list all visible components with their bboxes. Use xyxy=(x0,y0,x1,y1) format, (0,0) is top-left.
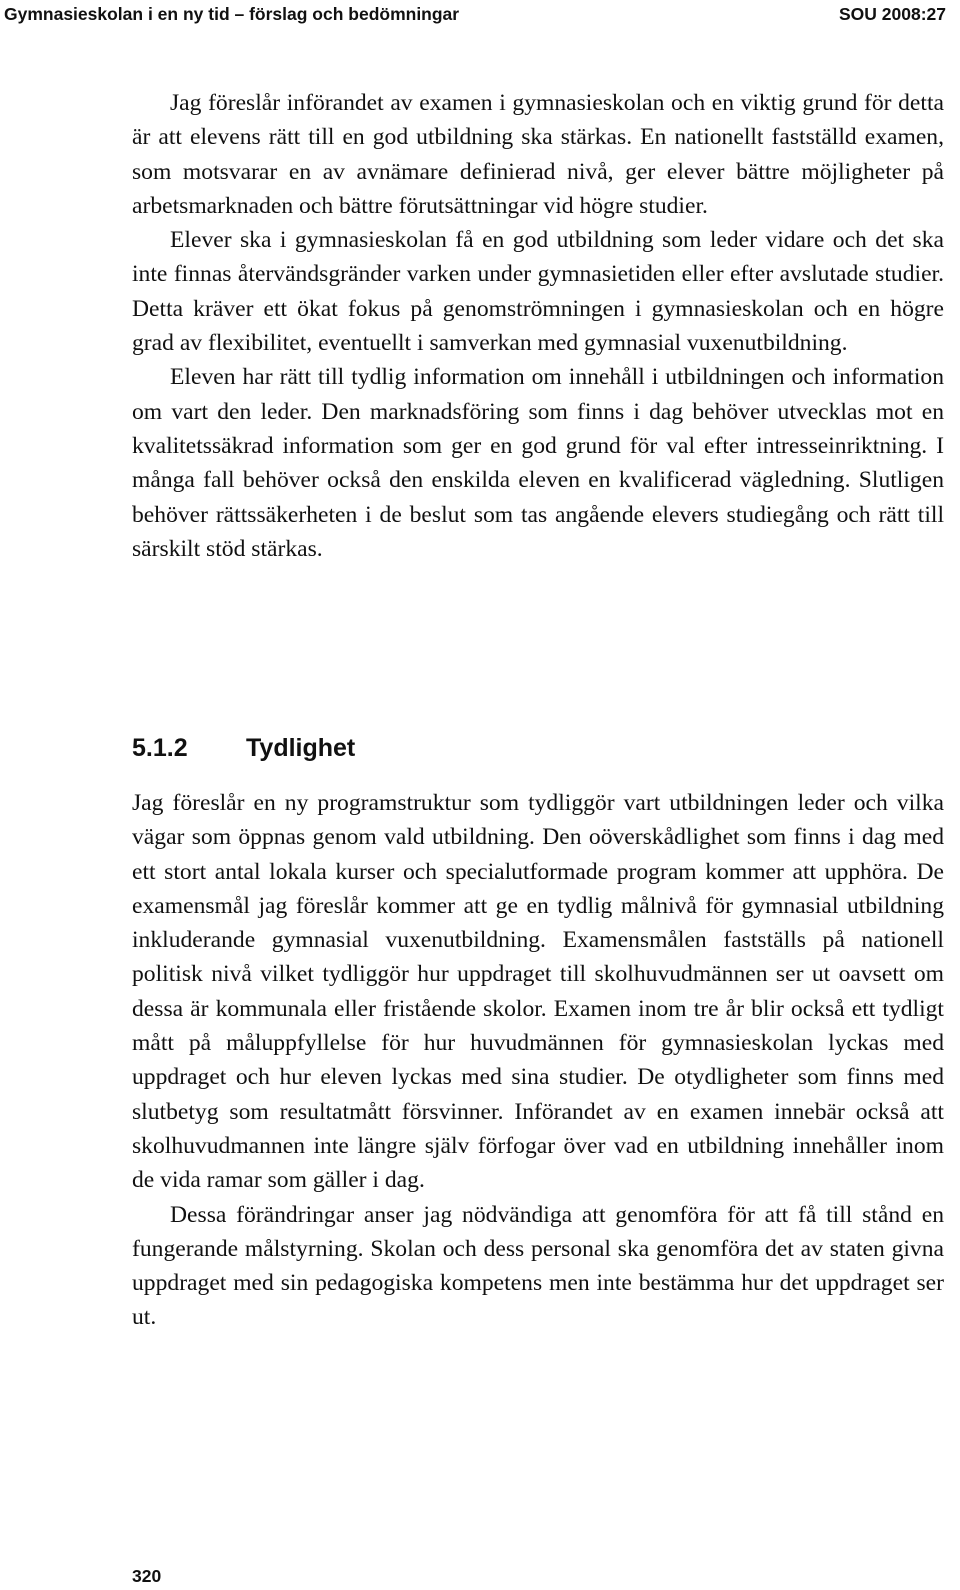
paragraph: Dessa förändringar anser jag nödvändiga att genomföra för att få till stånd en fungerande målstyrning. Skolan och dess personal ska genomföra det av staten givna uppdraget med sin pedagogiska kompetens men inte bestämma hur det uppdraget ser ut. xyxy=(132,1201,944,1331)
header-report-number: SOU 2008:27 xyxy=(838,4,946,24)
section-heading xyxy=(132,728,355,768)
paragraph: Jag föreslår en ny programstruktur som tydliggör vart utbildningen leder och vilka vägar som öppnas genom vald utbildning. Den oöverskådlighet som finns i dag med ett stort antal lokala kurser och specialutformade program kommer att upphöra. De examensmål jag föreslår kommer att ge en tydlig målnivå för gymnasial utbildning inkluderande gymnasial vuxenutbildning. Examensmålen fastställs på nationell politisk nivå vilket tydliggör hur uppdraget till skolhuvudmännen ser ut oavsett om dessa är kommunala eller fristående skolor. Examen inom tre år blir också ett tydligt mått på måluppfyllelse för hur huvudmännen för gymnasieskolan lyckas med uppdraget och hur eleven lyckas med sina studier. De otydligheter som finns med slutbetyg som resultatmått försvinner. Införandet av en examen innebär också att skolhuvudmannen inte längre själv förfogar över vad en utbildning innehåller inom de vida ramar som gäller i dag. xyxy=(132,790,944,1194)
header-title: Gymnasieskolan i en ny tid – förslag och bedömningar xyxy=(4,4,460,24)
paragraph: Eleven har rätt till tydlig information om innehåll i utbildningen och information om vart den leder. Den marknadsföring som finns i dag behöver utvecklas mot en kvalitetssäkrad information som ger en god grund för val efter intresseinriktning. I många fall behöver också den enskilda eleven en kvalificerad vägledning. Slutligen behöver rättssäkerheten i de beslut som tas angående elevers studiegång och rätt till särskilt stöd stärkas. xyxy=(132,364,944,562)
body-section-intro xyxy=(132,86,944,566)
section-title: Tydlighet xyxy=(246,734,356,762)
page-number: 320 xyxy=(132,1566,162,1586)
paragraph: Elever ska i gymnasieskolan få en god utbildning som leder vidare och det ska inte finnas återvändsgränder varken under gymnasietiden eller efter avslutade studier. Detta kräver ett ökat fokus på genomströmningen i gymnasieskolan och en högre grad av flexibilitet, eventuellt i samverkan med gymnasial vuxenutbildning. xyxy=(132,227,944,357)
body-section-tydlighet xyxy=(132,786,944,1335)
section-number: 5.1.2 xyxy=(132,734,188,762)
paragraph: Jag föreslår införandet av examen i gymnasieskolan och en viktig grund för detta är att elevens rätt till en god utbildning ska stärkas. En nationellt fastställd examen, som motsvarar en av avnämare definierad nivå, ger elever bättre möjligheter på arbetsmarknaden och bättre förutsättningar vid högre studier. xyxy=(132,90,944,219)
running-header xyxy=(0,2,946,26)
